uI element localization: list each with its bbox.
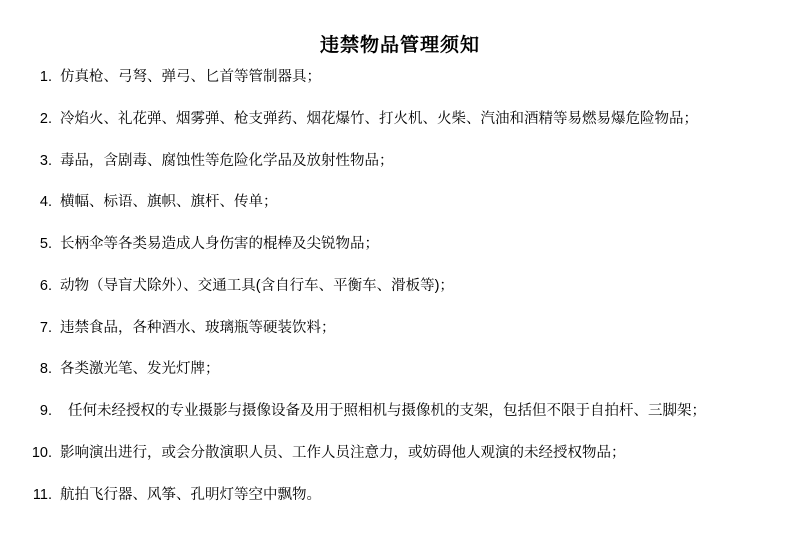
list-item-number: 8.	[39, 361, 52, 378]
page-title: 违禁物品管理须知	[319, 35, 480, 56]
list-item-text: 动物（导盲犬除外）、交通工具(含自行车、平衡车、滑板等)；	[60, 277, 454, 294]
list-item	[26, 109, 774, 131]
list-item-number: 10.	[31, 444, 52, 461]
list-item	[26, 192, 774, 214]
list-item-text: 各类激光笔、发光灯牌；	[60, 361, 220, 378]
list-item	[26, 318, 774, 340]
list-item	[26, 485, 774, 507]
list-item-number: 7.	[39, 319, 52, 336]
list-item	[26, 401, 774, 423]
list-item	[26, 234, 774, 256]
list-item-text: 影响演出进行，或会分散演职人员、工作人员注意力，或妨碍他人观演的未经授权物品；	[60, 444, 626, 461]
list-item-number: 6.	[39, 277, 52, 294]
rules-list	[26, 67, 774, 506]
list-item	[26, 443, 774, 465]
list-item-text: 仿真枪、弓弩、弹弓、匕首等管制器具；	[60, 69, 321, 85]
list-item-text: 冷焰火、礼花弹、烟雾弹、枪支弹药、烟花爆竹、打火机、火柴、汽油和酒精等易燃易爆危险物品；	[60, 110, 698, 127]
list-item-text: 航拍飞行器、风筝、孔明灯等空中飘物。	[60, 486, 321, 503]
list-item-text: 长柄伞等各类易造成人身伤害的棍棒及尖锐物品；	[60, 236, 379, 252]
list-item-number: 11.	[32, 486, 52, 503]
list-item	[26, 276, 774, 298]
list-item-text: 毒品，含剧毒、腐蚀性等危险化学品及放射性物品；	[60, 152, 394, 169]
list-item-text: 任何未经授权的专业摄影与摄像设备及用于照相机与摄像机的支架，包括但不限于自拍杆、三脚架；	[68, 403, 706, 419]
list-item-number: 4.	[39, 194, 52, 211]
list-item-number: 5.	[39, 236, 52, 252]
list-item-number: 1.	[39, 69, 52, 85]
list-item	[26, 67, 774, 89]
list-item	[26, 151, 774, 173]
list-item	[26, 359, 774, 381]
list-item-text: 横幅、标语、旗帜、旗杆、传单；	[60, 194, 278, 211]
list-item-number: 9.	[39, 403, 52, 419]
list-item-text: 违禁食品，各种酒水、玻璃瓶等硬装饮料；	[60, 319, 336, 336]
list-item-number: 3.	[39, 152, 52, 169]
list-item-number: 2.	[39, 110, 52, 127]
